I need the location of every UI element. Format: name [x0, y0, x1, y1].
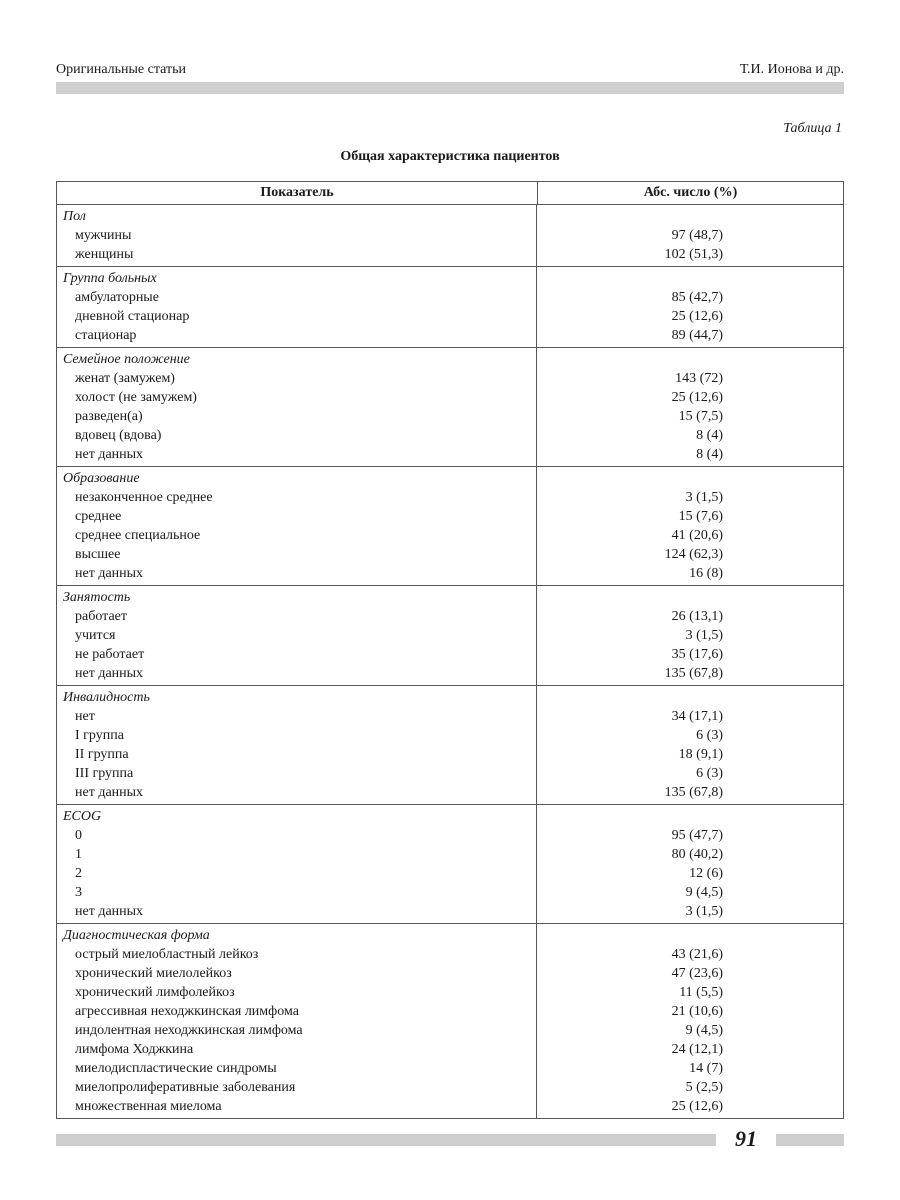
row-label: лимфома Ходжкина [75, 1042, 194, 1057]
row-value: 8 (4) [696, 447, 723, 462]
row-value: 85 (42,7) [671, 290, 723, 305]
row-label: женщины [75, 247, 134, 262]
row-label: 3 [75, 885, 82, 900]
row-value: 24 (12,1) [671, 1042, 723, 1057]
row-label: нет данных [75, 447, 144, 462]
row-label: I группа [75, 728, 124, 743]
row-value: 6 (3) [696, 766, 723, 781]
row-value: 15 (7,5) [678, 409, 723, 424]
row-label: дневной стационар [75, 309, 190, 324]
row-value: 15 (7,6) [678, 509, 723, 524]
row-label: амбулаторные [75, 290, 159, 305]
row-value: 41 (20,6) [671, 528, 723, 543]
count-cell [537, 805, 843, 923]
row-value: 21 (10,6) [671, 1004, 723, 1019]
row-label: острый миелобластный лейкоз [75, 947, 259, 962]
row-value: 3 (1,5) [685, 904, 723, 919]
row-value: 89 (44,7) [671, 328, 723, 343]
count-cell [537, 267, 843, 347]
category-label: Инвалидность [63, 690, 150, 705]
row-label: хронический миелолейкоз [75, 966, 232, 981]
section-title: Оригинальные статьи [56, 62, 186, 77]
row-label: агрессивная неходжкинская лимфома [75, 1004, 299, 1019]
count-cell [537, 467, 843, 585]
row-label: миелопролиферативные заболевания [75, 1080, 296, 1095]
category-label: ECOG [63, 809, 102, 824]
row-value: 34 (17,1) [671, 709, 723, 724]
count-cell [537, 924, 843, 1118]
category-spacer [537, 469, 843, 488]
row-label: нет данных [75, 785, 144, 800]
table-group [57, 686, 843, 805]
row-label: не работает [75, 647, 145, 662]
row-value: 3 (1,5) [685, 490, 723, 505]
row-label: III группа [75, 766, 134, 781]
row-value: 8 (4) [696, 428, 723, 443]
row-value: 124 (62,3) [664, 547, 723, 562]
row-label: холост (не замужем) [75, 390, 197, 405]
row-value: 6 (3) [696, 728, 723, 743]
row-label: среднее [75, 509, 122, 524]
row-label: II группа [75, 747, 129, 762]
row-value: 80 (40,2) [671, 847, 723, 862]
row-value: 11 (5,5) [679, 985, 723, 1000]
row-value: 97 (48,7) [671, 228, 723, 243]
row-label: нет данных [75, 566, 144, 581]
row-value: 9 (4,5) [685, 1023, 723, 1038]
category-spacer [537, 588, 843, 607]
indicator-cell [57, 924, 537, 1118]
patient-characteristics-table [56, 181, 844, 1119]
row-value: 12 (6) [689, 866, 723, 881]
row-label: 0 [75, 828, 82, 843]
row-label: нет данных [75, 904, 144, 919]
row-value: 135 (67,8) [664, 785, 723, 800]
row-value: 135 (67,8) [664, 666, 723, 681]
category-label: Занятость [63, 590, 131, 605]
category-spacer [537, 350, 843, 369]
footer-rule-right [776, 1134, 844, 1146]
row-label: хронический лимфолейкоз [75, 985, 235, 1000]
row-value: 47 (23,6) [671, 966, 723, 981]
table-group [57, 586, 843, 686]
row-label: среднее специальное [75, 528, 201, 543]
category-spacer [537, 269, 843, 288]
row-label: 2 [75, 866, 82, 881]
count-cell [537, 205, 843, 266]
row-value: 3 (1,5) [685, 628, 723, 643]
table-header-row [57, 182, 843, 205]
table-number: Таблица 1 [783, 121, 842, 136]
header-rule [56, 82, 844, 94]
category-label: Группа больных [63, 271, 157, 286]
row-value: 102 (51,3) [664, 247, 723, 262]
table-group [57, 467, 843, 586]
indicator-cell [57, 586, 537, 685]
row-value: 25 (12,6) [671, 309, 723, 324]
row-value: 35 (17,6) [671, 647, 723, 662]
indicator-cell [57, 805, 537, 923]
row-label: вдовец (вдова) [75, 428, 162, 443]
category-spacer [537, 926, 843, 945]
row-label: мужчины [75, 228, 132, 243]
category-label: Диагностическая форма [63, 928, 210, 943]
row-value: 26 (13,1) [671, 609, 723, 624]
table-group [57, 348, 843, 467]
column-header-indicator: Показатель [57, 182, 538, 204]
footer-rule-left [56, 1134, 716, 1146]
running-header [56, 62, 844, 82]
count-cell [537, 348, 843, 466]
row-label: женат (замужем) [75, 371, 175, 386]
indicator-cell [57, 467, 537, 585]
page-number: 91 [735, 1126, 757, 1151]
category-spacer [537, 807, 843, 826]
row-label: незаконченное среднее [75, 490, 213, 505]
row-value: 25 (12,6) [671, 1099, 723, 1114]
table-title: Общая характеристика пациентов [340, 149, 560, 164]
row-label: множественная миелома [75, 1099, 222, 1114]
row-value: 14 (7) [689, 1061, 723, 1076]
category-spacer [537, 207, 843, 226]
row-value: 18 (9,1) [678, 747, 723, 762]
row-value: 43 (21,6) [671, 947, 723, 962]
column-header-count: Абс. число (%) [643, 185, 738, 200]
row-value: 5 (2,5) [685, 1080, 723, 1095]
indicator-cell [57, 686, 537, 804]
table-group [57, 805, 843, 924]
row-value: 143 (72) [675, 371, 723, 386]
table-group [57, 267, 843, 348]
row-value: 25 (12,6) [671, 390, 723, 405]
table-group [57, 924, 843, 1118]
row-label: стационар [75, 328, 137, 343]
authors: Т.И. Ионова и др. [739, 62, 844, 77]
count-cell [537, 586, 843, 685]
category-label: Пол [63, 209, 86, 224]
row-value: 95 (47,7) [671, 828, 723, 843]
row-value: 9 (4,5) [685, 885, 723, 900]
indicator-cell [57, 205, 537, 266]
row-label: учится [75, 628, 116, 643]
row-label: нет [75, 709, 95, 724]
row-value: 16 (8) [689, 566, 723, 581]
category-label: Семейное положение [63, 352, 190, 367]
category-label: Образование [63, 471, 140, 486]
table-group [57, 205, 843, 267]
row-label: высшее [75, 547, 121, 562]
indicator-cell [57, 267, 537, 347]
row-label: нет данных [75, 666, 144, 681]
row-label: 1 [75, 847, 82, 862]
row-label: разведен(а) [75, 409, 143, 424]
count-cell [537, 686, 843, 804]
category-spacer [537, 688, 843, 707]
indicator-cell [57, 348, 537, 466]
row-label: индолентная неходжкинская лимфома [75, 1023, 303, 1038]
row-label: работает [75, 609, 127, 624]
row-label: миелодиспластические синдромы [75, 1061, 277, 1076]
table-body [57, 205, 843, 1118]
